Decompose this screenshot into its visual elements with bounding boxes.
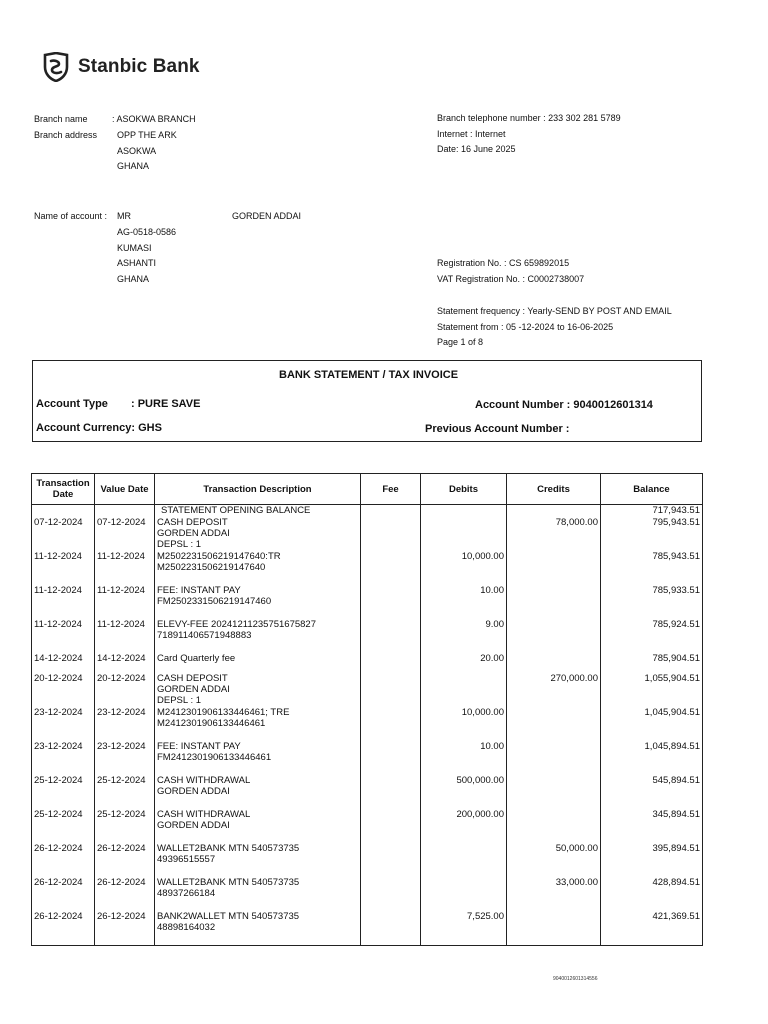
- col-fee: Fee: [361, 474, 421, 505]
- description-line: GORDEN ADDAI: [157, 820, 230, 831]
- transaction-date: 20-12-2024: [32, 673, 95, 707]
- statement-frequency: Statement frequency : Yearly-SEND BY POST AND EMAIL: [437, 306, 672, 316]
- branch-address-label: Branch address: [34, 130, 98, 140]
- credit: 50,000.00: [507, 843, 601, 877]
- credit: 33,000.00: [507, 877, 601, 911]
- credit: 270,000.00: [507, 673, 601, 707]
- description-line: DEPSL : 1: [157, 539, 202, 550]
- opening-balance-row: [32, 505, 703, 518]
- shield-icon: [42, 52, 70, 82]
- statement-info: [437, 304, 672, 351]
- value-date: 11-12-2024: [95, 551, 155, 585]
- credit: [507, 741, 601, 775]
- account-type-label: Account Type: [36, 398, 108, 410]
- description-line: CASH DEPOSIT: [157, 517, 228, 528]
- bank-name: Stanbic Bank: [78, 56, 200, 77]
- table-row: [32, 911, 703, 946]
- account-currency: Account Currency: GHS: [36, 422, 162, 434]
- description: [155, 775, 361, 809]
- value-date: 20-12-2024: [95, 673, 155, 707]
- credit: 78,000.00: [507, 517, 601, 551]
- value-date: 25-12-2024: [95, 809, 155, 843]
- description: [155, 585, 361, 619]
- description-line: M2412301906133446461: [157, 718, 266, 729]
- description-line: 718911406571948883: [157, 630, 252, 641]
- opening-balance-label: STATEMENT OPENING BALANCE: [155, 505, 361, 518]
- description-line: FEE: INSTANT PAY: [157, 741, 241, 752]
- account-holder-name: GORDEN ADDAI: [232, 211, 302, 221]
- description-line: FM2412301906133446461: [157, 752, 272, 763]
- account-name-label: Name of account :: [34, 211, 108, 221]
- balance: 785,943.51: [601, 551, 703, 585]
- table-row: [32, 775, 703, 809]
- value-date: 26-12-2024: [95, 911, 155, 946]
- balance: 1,045,894.51: [601, 741, 703, 775]
- table-row: [32, 517, 703, 551]
- bank-logo: [42, 52, 200, 82]
- value-date: 26-12-2024: [95, 877, 155, 911]
- balance: 785,933.51: [601, 585, 703, 619]
- debit: [421, 877, 507, 911]
- value-date: 14-12-2024: [95, 653, 155, 673]
- vat-registration-number: VAT Registration No. : C0002738007: [437, 273, 585, 284]
- holder-address-line: AG-0518-0586: [117, 227, 177, 237]
- fee: [361, 911, 421, 946]
- transaction-date: 11-12-2024: [32, 551, 95, 585]
- transaction-date: 26-12-2024: [32, 911, 95, 946]
- account-number: Account Number : 9040012601314: [475, 399, 653, 411]
- value-date: 11-12-2024: [95, 585, 155, 619]
- transaction-date: 26-12-2024: [32, 843, 95, 877]
- credit: [507, 551, 601, 585]
- fee: [361, 775, 421, 809]
- col-description: Transaction Description: [155, 474, 361, 505]
- col-debits: Debits: [421, 474, 507, 505]
- debit: 500,000.00: [421, 775, 507, 809]
- description-line: M2502231506219147640: [157, 562, 266, 573]
- credit: [507, 911, 601, 946]
- debit: 20.00: [421, 653, 507, 673]
- page-number: Page 1 of 8: [437, 337, 484, 347]
- description: [155, 619, 361, 653]
- table-row: [32, 741, 703, 775]
- balance: 1,055,904.51: [601, 673, 703, 707]
- transaction-date: 25-12-2024: [32, 775, 95, 809]
- description-line: GORDEN ADDAI: [157, 786, 230, 797]
- internet-info: Internet : Internet: [437, 128, 506, 139]
- branch-name-value: : ASOKWA BRANCH: [112, 114, 196, 124]
- table-row: [32, 551, 703, 585]
- description-line: WALLET2BANK MTN 540573735: [157, 843, 300, 854]
- balance: 345,894.51: [601, 809, 703, 843]
- col-value-date: Value Date: [95, 474, 155, 505]
- transaction-date: 23-12-2024: [32, 707, 95, 741]
- transaction-date: 26-12-2024: [32, 877, 95, 911]
- fee: [361, 877, 421, 911]
- balance: 795,943.51: [601, 517, 703, 551]
- fee: [361, 673, 421, 707]
- table-row: [32, 707, 703, 741]
- balance: 1,045,904.51: [601, 707, 703, 741]
- table-header-row: [32, 474, 703, 505]
- debit: 7,525.00: [421, 911, 507, 946]
- table-row: [32, 877, 703, 911]
- value-date: 11-12-2024: [95, 619, 155, 653]
- transaction-date: 23-12-2024: [32, 741, 95, 775]
- debit: 200,000.00: [421, 809, 507, 843]
- description-line: BANK2WALLET MTN 540573735: [157, 911, 300, 922]
- branch-telephone: Branch telephone number : 233 302 281 5789: [437, 113, 621, 123]
- description-line: 48937266184: [157, 888, 216, 899]
- holder-address-line: ASHANTI: [117, 258, 157, 268]
- table-row: [32, 585, 703, 619]
- credit: [507, 775, 601, 809]
- description: [155, 843, 361, 877]
- fee: [361, 517, 421, 551]
- value-date: 25-12-2024: [95, 775, 155, 809]
- account-holder-address: [117, 225, 176, 287]
- balance: 428,894.51: [601, 877, 703, 911]
- value-date: 26-12-2024: [95, 843, 155, 877]
- transaction-date: 25-12-2024: [32, 809, 95, 843]
- previous-account-number: Previous Account Number :: [425, 423, 570, 435]
- balance: 395,894.51: [601, 843, 703, 877]
- debit: 10.00: [421, 741, 507, 775]
- description: [155, 877, 361, 911]
- transaction-date: 11-12-2024: [32, 585, 95, 619]
- debit: 10,000.00: [421, 707, 507, 741]
- branch-address-line: GHANA: [117, 161, 150, 171]
- debit: 9.00: [421, 619, 507, 653]
- description-line: 49396515557: [157, 854, 216, 865]
- col-balance: Balance: [601, 474, 703, 505]
- description-line: FEE: INSTANT PAY: [157, 585, 241, 596]
- branch-address: [117, 128, 177, 175]
- fee: [361, 653, 421, 673]
- description-line: GORDEN ADDAI: [157, 528, 230, 539]
- account-holder-title: MR: [117, 211, 131, 221]
- contact-block: [437, 111, 621, 158]
- debit: 10.00: [421, 585, 507, 619]
- description: [155, 673, 361, 707]
- description-line: CASH WITHDRAWAL: [157, 775, 251, 786]
- opening-balance-value: 717,943.51: [601, 505, 703, 518]
- table-row: [32, 673, 703, 707]
- account-type-value: : PURE SAVE: [131, 398, 201, 410]
- balance: 421,369.51: [601, 911, 703, 946]
- debit: [421, 673, 507, 707]
- credit: [507, 707, 601, 741]
- description: [155, 517, 361, 551]
- table-row: [32, 843, 703, 877]
- transaction-date: 11-12-2024: [32, 619, 95, 653]
- branch-address-line: OPP THE ARK: [117, 130, 177, 140]
- registration-block: [437, 256, 584, 287]
- statement-heading: BANK STATEMENT / TAX INVOICE: [279, 369, 459, 381]
- transaction-date: 07-12-2024: [32, 517, 95, 551]
- description-line: Card Quarterly fee: [157, 653, 236, 664]
- table-row: [32, 809, 703, 843]
- fee: [361, 551, 421, 585]
- balance: 785,924.51: [601, 619, 703, 653]
- description-line: M2412301906133446461; TRE: [157, 707, 290, 718]
- statement-period: Statement from : 05 -12-2024 to 16-06-2025: [437, 321, 614, 332]
- transaction-date: 14-12-2024: [32, 653, 95, 673]
- table-row: [32, 619, 703, 653]
- account-summary-box: [32, 360, 702, 442]
- description-line: DEPSL : 1: [157, 695, 202, 706]
- statement-date: Date: 16 June 2025: [437, 144, 516, 154]
- fee: [361, 707, 421, 741]
- holder-address-line: GHANA: [117, 273, 150, 284]
- description-line: WALLET2BANK MTN 540573735: [157, 877, 300, 888]
- branch-name-label: Branch name: [34, 114, 88, 124]
- debit: [421, 843, 507, 877]
- fee: [361, 843, 421, 877]
- holder-address-line: KUMASI: [117, 242, 152, 253]
- description: [155, 653, 361, 673]
- description: [155, 809, 361, 843]
- description-line: M2502231506219147640:TR: [157, 551, 281, 562]
- description-line: CASH DEPOSIT: [157, 673, 228, 684]
- table-row: [32, 653, 703, 673]
- value-date: 23-12-2024: [95, 707, 155, 741]
- value-date: 07-12-2024: [95, 517, 155, 551]
- debit: 10,000.00: [421, 551, 507, 585]
- balance: 785,904.51: [601, 653, 703, 673]
- balance: 545,894.51: [601, 775, 703, 809]
- description: [155, 707, 361, 741]
- description-line: FM2502331506219147460: [157, 596, 272, 607]
- description: [155, 911, 361, 946]
- credit: [507, 809, 601, 843]
- transactions-table: [31, 473, 703, 946]
- value-date: 23-12-2024: [95, 741, 155, 775]
- debit: [421, 517, 507, 551]
- fee: [361, 741, 421, 775]
- col-transaction-date: Transaction Date: [32, 474, 95, 505]
- col-credits: Credits: [507, 474, 601, 505]
- description-line: GORDEN ADDAI: [157, 684, 230, 695]
- branch-address-line: ASOKWA: [117, 145, 157, 156]
- credit: [507, 619, 601, 653]
- description-line: 48898164032: [157, 922, 216, 933]
- fee: [361, 619, 421, 653]
- description: [155, 551, 361, 585]
- description: [155, 741, 361, 775]
- credit: [507, 585, 601, 619]
- fee: [361, 585, 421, 619]
- description-line: ELEVY-FEE 20241211235751675827: [157, 619, 316, 630]
- credit: [507, 653, 601, 673]
- footer-code: 9040012601314556: [553, 976, 598, 982]
- registration-number: Registration No. : CS 659892015: [437, 258, 570, 268]
- description-line: CASH WITHDRAWAL: [157, 809, 251, 820]
- fee: [361, 809, 421, 843]
